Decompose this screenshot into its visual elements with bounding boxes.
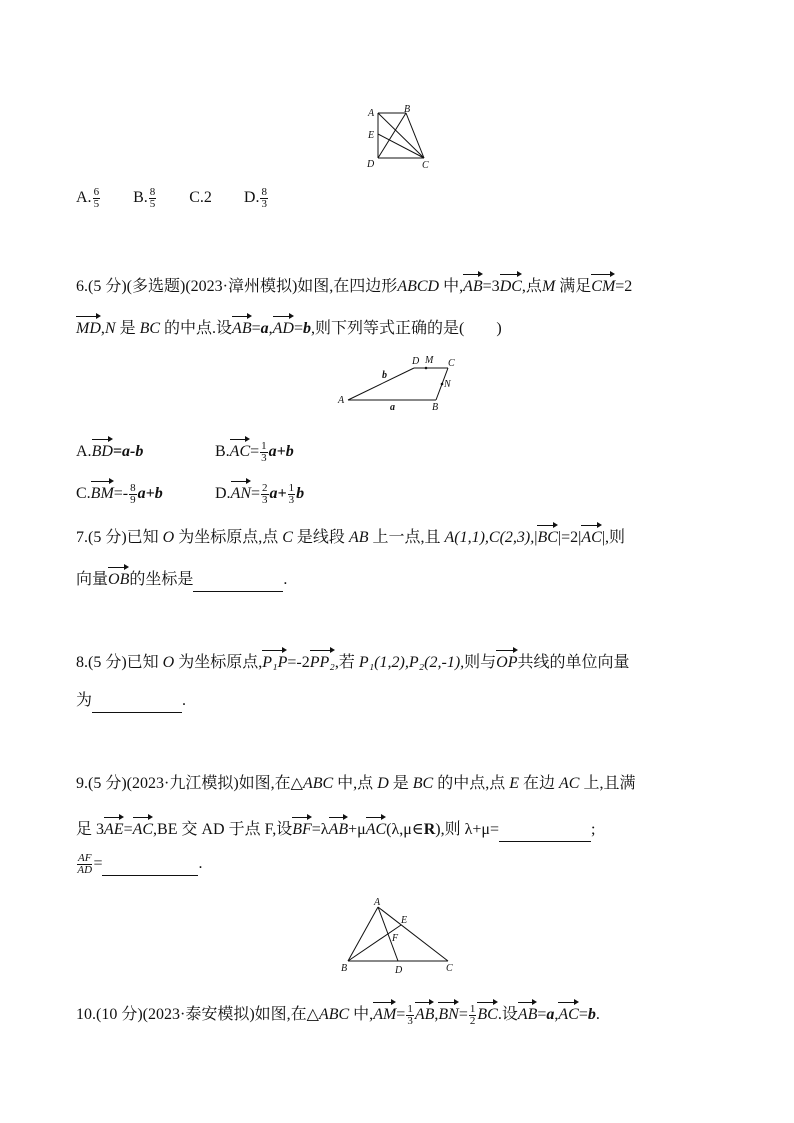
- fig9-label-d: D: [395, 965, 403, 976]
- q9-answer-blank-1[interactable]: [499, 819, 591, 842]
- q5-option-d[interactable]: D. $\frac{8}{3}$: [243, 186, 267, 210]
- fig9-label-e: E: [401, 915, 408, 926]
- vector-dc: DC: [500, 272, 522, 298]
- q9-stem-line2: 足 3AE=AC,BE 交 AD 于点 F,设BF=λAB+μAC(λ,μ∈R),则 λ+μ= ;: [76, 815, 595, 842]
- q5-option-c[interactable]: C.2: [189, 189, 212, 207]
- q9-stem-line3: $\frac{AF}{AD}$ = .: [77, 852, 203, 876]
- fig9-label-f: F: [392, 933, 399, 944]
- figure-q5-quadrilateral: [360, 102, 440, 174]
- figure-q9-triangle: [334, 893, 464, 977]
- q9-stem-line1: 9.(5 分)(2023·九江模拟)如图,在△ABC 中,点 D 是 BC 的中点,点 E 在边 AC 上,且满: [76, 775, 636, 792]
- fig6-label-m: M: [425, 355, 434, 366]
- q8-stem-line2: 为 .: [76, 690, 186, 713]
- figure-q6-trapezoid: [334, 352, 464, 414]
- vector-md: MD: [76, 314, 101, 340]
- fig5-label-c: C: [422, 160, 429, 171]
- fig6-label-b: B: [432, 402, 439, 413]
- fig9-label-a: A: [374, 897, 381, 908]
- vector-cm: CM: [591, 272, 615, 298]
- fig5-label-a: A: [368, 108, 375, 119]
- fig9-label-c: C: [446, 963, 453, 974]
- q5-option-a[interactable]: A. $\frac{6}{5}$: [76, 186, 100, 210]
- q6-stem-line2: MD,N 是 BC 的中点.设AB=a,AD=b,则下列等式正确的是( ): [76, 314, 502, 340]
- q7-stem-line1: 7.(5 分)已知 O 为坐标原点,点 C 是线段 AB 上一点,且 A(1,1),C(2,3),|BC|=2|AC|,则: [76, 523, 625, 549]
- fig5-label-d: D: [367, 159, 375, 170]
- q8-answer-blank[interactable]: [92, 690, 182, 713]
- fig6-label-d: D: [412, 356, 420, 367]
- q6-option-b[interactable]: B.AC= $\frac{1}{3}$ a+b: [215, 437, 294, 464]
- fig6-label-c: C: [448, 358, 455, 369]
- vector-ab: AB: [463, 272, 483, 298]
- fig6-label-n: N: [444, 379, 451, 390]
- q6-stem-line1: 6.(5 分)(多选题)(2023·漳州模拟)如图,在四边形ABCD 中,AB=3DC,点M 满足CM=2: [76, 272, 632, 298]
- fig6-label-vec-a: a: [390, 402, 395, 413]
- q6-option-a[interactable]: A.BD=a-b: [76, 437, 143, 463]
- q5-option-b[interactable]: B. $\frac{8}{5}$: [133, 186, 156, 210]
- q8-stem-line1: 8.(5 分)已知 O 为坐标原点,P₁P=-2PP₂,若 P₁(1,2),P₂(2,-1),则与OP共线的单位向量: [76, 648, 630, 674]
- q6-option-d[interactable]: D.AN= $\frac{2}{3}$ a+ $\frac{1}{3}$ b: [215, 479, 304, 506]
- fig5-label-b: B: [404, 104, 411, 115]
- fig9-label-b: B: [341, 963, 348, 974]
- fig6-label-a: A: [338, 395, 345, 406]
- q6-option-c[interactable]: C.BM=- $\frac{8}{9}$ a+b: [76, 479, 163, 506]
- q7-answer-blank[interactable]: [193, 569, 283, 592]
- q10-stem-line1: 10.(10 分)(2023·泰安模拟)如图,在△ABC 中,AM= $\frac{1}{3}$ AB,BN= $\frac{1}{2}$ BC.设AB=a,AC=b.: [76, 1000, 600, 1027]
- vector-ab: AB: [232, 314, 252, 340]
- q9-answer-blank-2[interactable]: [102, 853, 198, 876]
- fig5-label-e: E: [368, 130, 375, 141]
- vector-ad: AD: [273, 314, 294, 340]
- fig6-label-vec-b: b: [382, 370, 387, 381]
- q7-stem-line2: 向量OB的坐标是 .: [76, 565, 287, 592]
- q5-options: [76, 187, 269, 210]
